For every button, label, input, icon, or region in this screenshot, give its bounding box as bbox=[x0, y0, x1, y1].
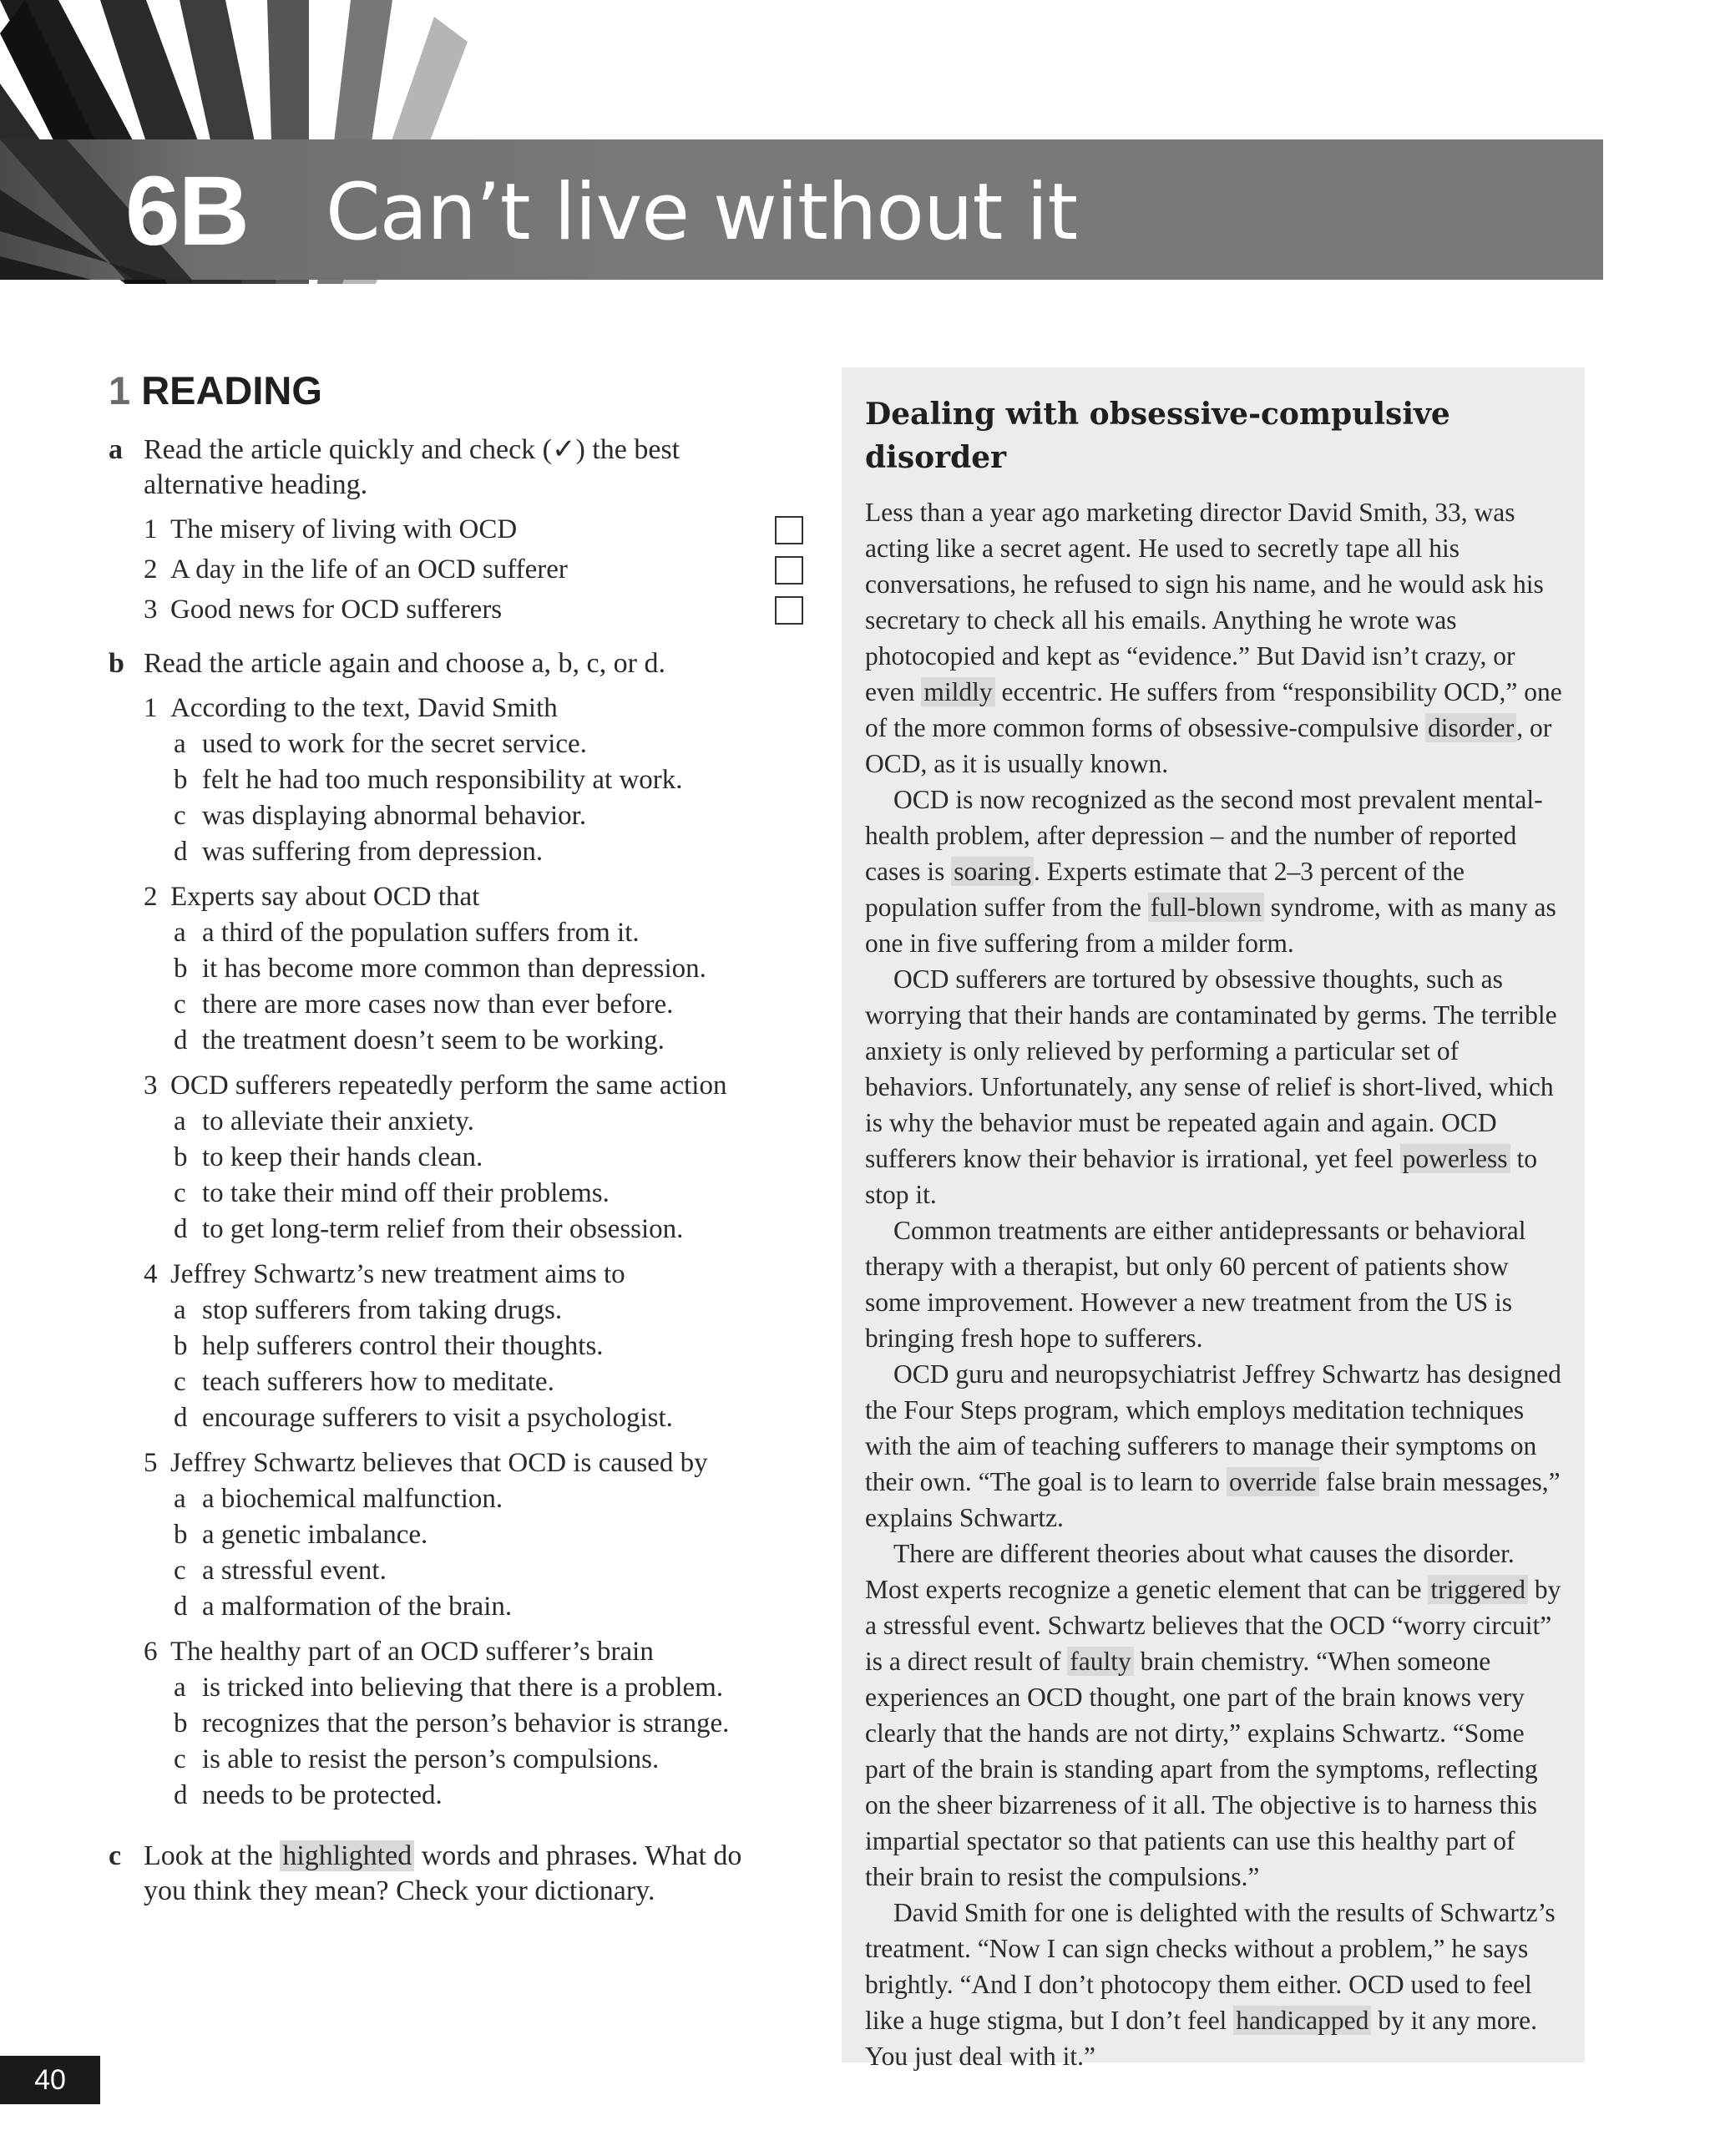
answer-choice-d[interactable]: d encourage sufferers to visit a psychologist. bbox=[174, 1403, 673, 1433]
answer-choice-a[interactable]: a is tricked into believing that there is a problem. bbox=[174, 1673, 724, 1703]
answer-choice-c[interactable]: c teach sufferers how to meditate. bbox=[174, 1367, 554, 1397]
article-title: Dealing with obsessive-compulsive disorder bbox=[865, 397, 1450, 475]
article-paragraph: Less than a year ago marketing director David Smith, 33, was acting like a secret agent. He used to secretly tape all his conversations, he refused to sign his name, and he would ask his secretary to check all his emails. Anything he wrote was photocopied and kept as “evidence.” But David isn’t crazy, or even mildly eccentric. He suffers from “responsibility OCD,” one of the more common forms of obsessive-compulsive disorder, or OCD, as it is usually known. bbox=[865, 498, 1562, 778]
question-stem: 5 Jeffrey Schwartz believes that OCD is caused by bbox=[144, 1448, 708, 1478]
highlighted-word: override bbox=[1227, 1467, 1319, 1496]
question-list bbox=[144, 690, 777, 1814]
highlighted-word: handicapped bbox=[1233, 2006, 1371, 2035]
question-4 bbox=[144, 1256, 777, 1436]
answer-choice-b[interactable]: b it has become more common than depression. bbox=[174, 954, 706, 984]
answer-choice-d[interactable]: d was suffering from depression. bbox=[174, 837, 544, 867]
highlighted-word: highlighted bbox=[280, 1840, 414, 1871]
page-number: 40 bbox=[0, 2056, 100, 2104]
task-a bbox=[109, 433, 777, 630]
question-6 bbox=[144, 1633, 777, 1814]
answer-choice-b[interactable]: b help sufferers control their thoughts. bbox=[174, 1331, 604, 1361]
answer-choice-c[interactable]: c a stressful event. bbox=[174, 1556, 387, 1586]
section-title: READING bbox=[141, 368, 322, 412]
question-5 bbox=[144, 1445, 777, 1625]
answer-choice-a[interactable]: a stop sufferers from taking drugs. bbox=[174, 1295, 563, 1325]
question-2 bbox=[144, 878, 777, 1059]
answer-choice-c[interactable]: c to take their mind off their problems. bbox=[174, 1178, 610, 1208]
highlighted-word: powerless bbox=[1400, 1144, 1510, 1173]
question-1 bbox=[144, 690, 777, 870]
answer-choice-a[interactable]: a used to work for the secret service. bbox=[174, 729, 587, 759]
task-instruction: Look at the highlighted words and phrases. What do you think they mean? Check your dictionary. bbox=[144, 1840, 742, 1906]
highlighted-word: mildly bbox=[921, 677, 994, 706]
answer-choice-b[interactable]: b to keep their hands clean. bbox=[174, 1142, 483, 1172]
answer-choice-c[interactable]: c is able to resist the person’s compulsions. bbox=[174, 1744, 660, 1774]
task-letter: c bbox=[109, 1840, 122, 1871]
answer-choice-a[interactable]: a to alleviate their anxiety. bbox=[174, 1106, 474, 1136]
checkbox-option-1[interactable] bbox=[775, 516, 803, 544]
section-number: 1 bbox=[109, 368, 131, 412]
question-stem: 6 The healthy part of an OCD sufferer’s brain bbox=[144, 1637, 654, 1667]
highlighted-word: triggered bbox=[1428, 1575, 1528, 1604]
question-stem: 1 According to the text, David Smith bbox=[144, 693, 558, 723]
answer-choice-c[interactable]: c was displaying abnormal behavior. bbox=[174, 801, 587, 831]
task-c bbox=[109, 1839, 777, 1909]
article-paragraph: Common treatments are either antidepressants or behavioral therapy with a therapist, but only 60 percent of patients show some improvement. However a new treatment from the US is bringing fresh hope to sufferers. bbox=[865, 1216, 1526, 1353]
highlighted-word: soaring bbox=[951, 857, 1034, 886]
answer-choice-d[interactable]: d needs to be protected. bbox=[174, 1780, 443, 1810]
question-3 bbox=[144, 1067, 777, 1248]
answer-choice-d[interactable]: d the treatment doesn’t seem to be working. bbox=[174, 1025, 665, 1055]
heading-option: 1 The misery of living with OCD bbox=[144, 509, 777, 549]
section-heading bbox=[109, 366, 777, 416]
heading-options bbox=[144, 509, 777, 630]
highlighted-word: disorder bbox=[1425, 713, 1516, 742]
task-instruction: Read the article again and choose a, b, c, or d. bbox=[144, 648, 665, 679]
answer-choice-c[interactable]: c there are more cases now than ever before. bbox=[174, 989, 674, 1020]
task-letter: a bbox=[109, 434, 123, 465]
answer-choice-b[interactable]: b a genetic imbalance. bbox=[174, 1520, 428, 1550]
answer-choice-d[interactable]: d a malformation of the brain. bbox=[174, 1592, 513, 1622]
article-paragraph: David Smith for one is delighted with the results of Schwartz’s treatment. “Now I can sign checks without a problem,” he says brightly. “And I don’t photocopy them either. OCD used to feel like a huge stigma, but I don’t feel handicapped by it any more. You just deal with it.” bbox=[865, 1898, 1556, 2071]
article-paragraph: OCD is now recognized as the second most prevalent mental-health problem, after depression – and the number of reported cases is soaring. Experts estimate that 2–3 percent of the population suffer from the full-blown syndrome, with as many as one in five suffering from a milder form. bbox=[865, 785, 1556, 958]
article-panel bbox=[842, 367, 1585, 2071]
task-letter: b bbox=[109, 648, 124, 679]
answer-choice-d[interactable]: d to get long-term relief from their obsession. bbox=[174, 1214, 684, 1244]
article-body bbox=[865, 494, 1563, 2074]
exercises-column bbox=[109, 366, 777, 1909]
answer-choice-a[interactable]: a a third of the population suffers from it. bbox=[174, 918, 640, 948]
checkbox-option-3[interactable] bbox=[775, 596, 803, 625]
checkbox-option-2[interactable] bbox=[775, 556, 803, 585]
unit-title: Can’t live without it bbox=[326, 167, 1078, 258]
unit-code: 6B bbox=[125, 156, 248, 266]
answer-choice-a[interactable]: a a biochemical malfunction. bbox=[174, 1484, 503, 1514]
answer-choice-b[interactable]: b recognizes that the person’s behavior is strange. bbox=[174, 1708, 730, 1738]
answer-choice-b[interactable]: b felt he had too much responsibility at work. bbox=[174, 765, 683, 795]
heading-option: 2 A day in the life of an OCD sufferer bbox=[144, 549, 777, 590]
article-paragraph: OCD sufferers are tortured by obsessive thoughts, such as worrying that their hands are contaminated by germs. The terrible anxiety is only relieved by performing a particular set of behaviors. Unfortunately, any sense of relief is short-lived, which is why the behavior must be repeated again and again. OCD sufferers know their behavior is irrational, yet feel powerless to stop it. bbox=[865, 964, 1557, 1209]
article-paragraph: There are different theories about what causes the disorder. Most experts recognize a genetic element that can be triggered by a stressful event. Schwartz believes that the OCD “worry circuit” is a direct result of faulty brain chemistry. “When someone experiences an OCD thought, one part of the brain knows very clearly that the hands are not dirty,” explains Schwartz. “Some part of the brain is standing apart from the symptoms, reflecting on the sheer bizarreness of it all. The objective is to harness this impartial spectator so that patients can use this healthy part of their brain to resist the compulsions.” bbox=[865, 1539, 1561, 1891]
article-paragraph: OCD guru and neuropsychiatrist Jeffrey Schwartz has designed the Four Steps program, which employs meditation techniques with the aim of teaching sufferers to manage their symptoms on their own. “The goal is to learn to override false brain messages,” explains Schwartz. bbox=[865, 1359, 1561, 1532]
highlighted-word: full-blown bbox=[1148, 893, 1264, 922]
task-b bbox=[109, 646, 777, 1814]
heading-option: 3 Good news for OCD sufferers bbox=[144, 590, 777, 630]
task-instruction: Read the article quickly and check (✓) the best alternative heading. bbox=[144, 434, 680, 500]
question-stem: 4 Jeffrey Schwartz’s new treatment aims to bbox=[144, 1259, 625, 1289]
highlighted-word: faulty bbox=[1067, 1647, 1133, 1676]
question-stem: 3 OCD sufferers repeatedly perform the same action bbox=[144, 1070, 727, 1101]
question-stem: 2 Experts say about OCD that bbox=[144, 882, 480, 912]
